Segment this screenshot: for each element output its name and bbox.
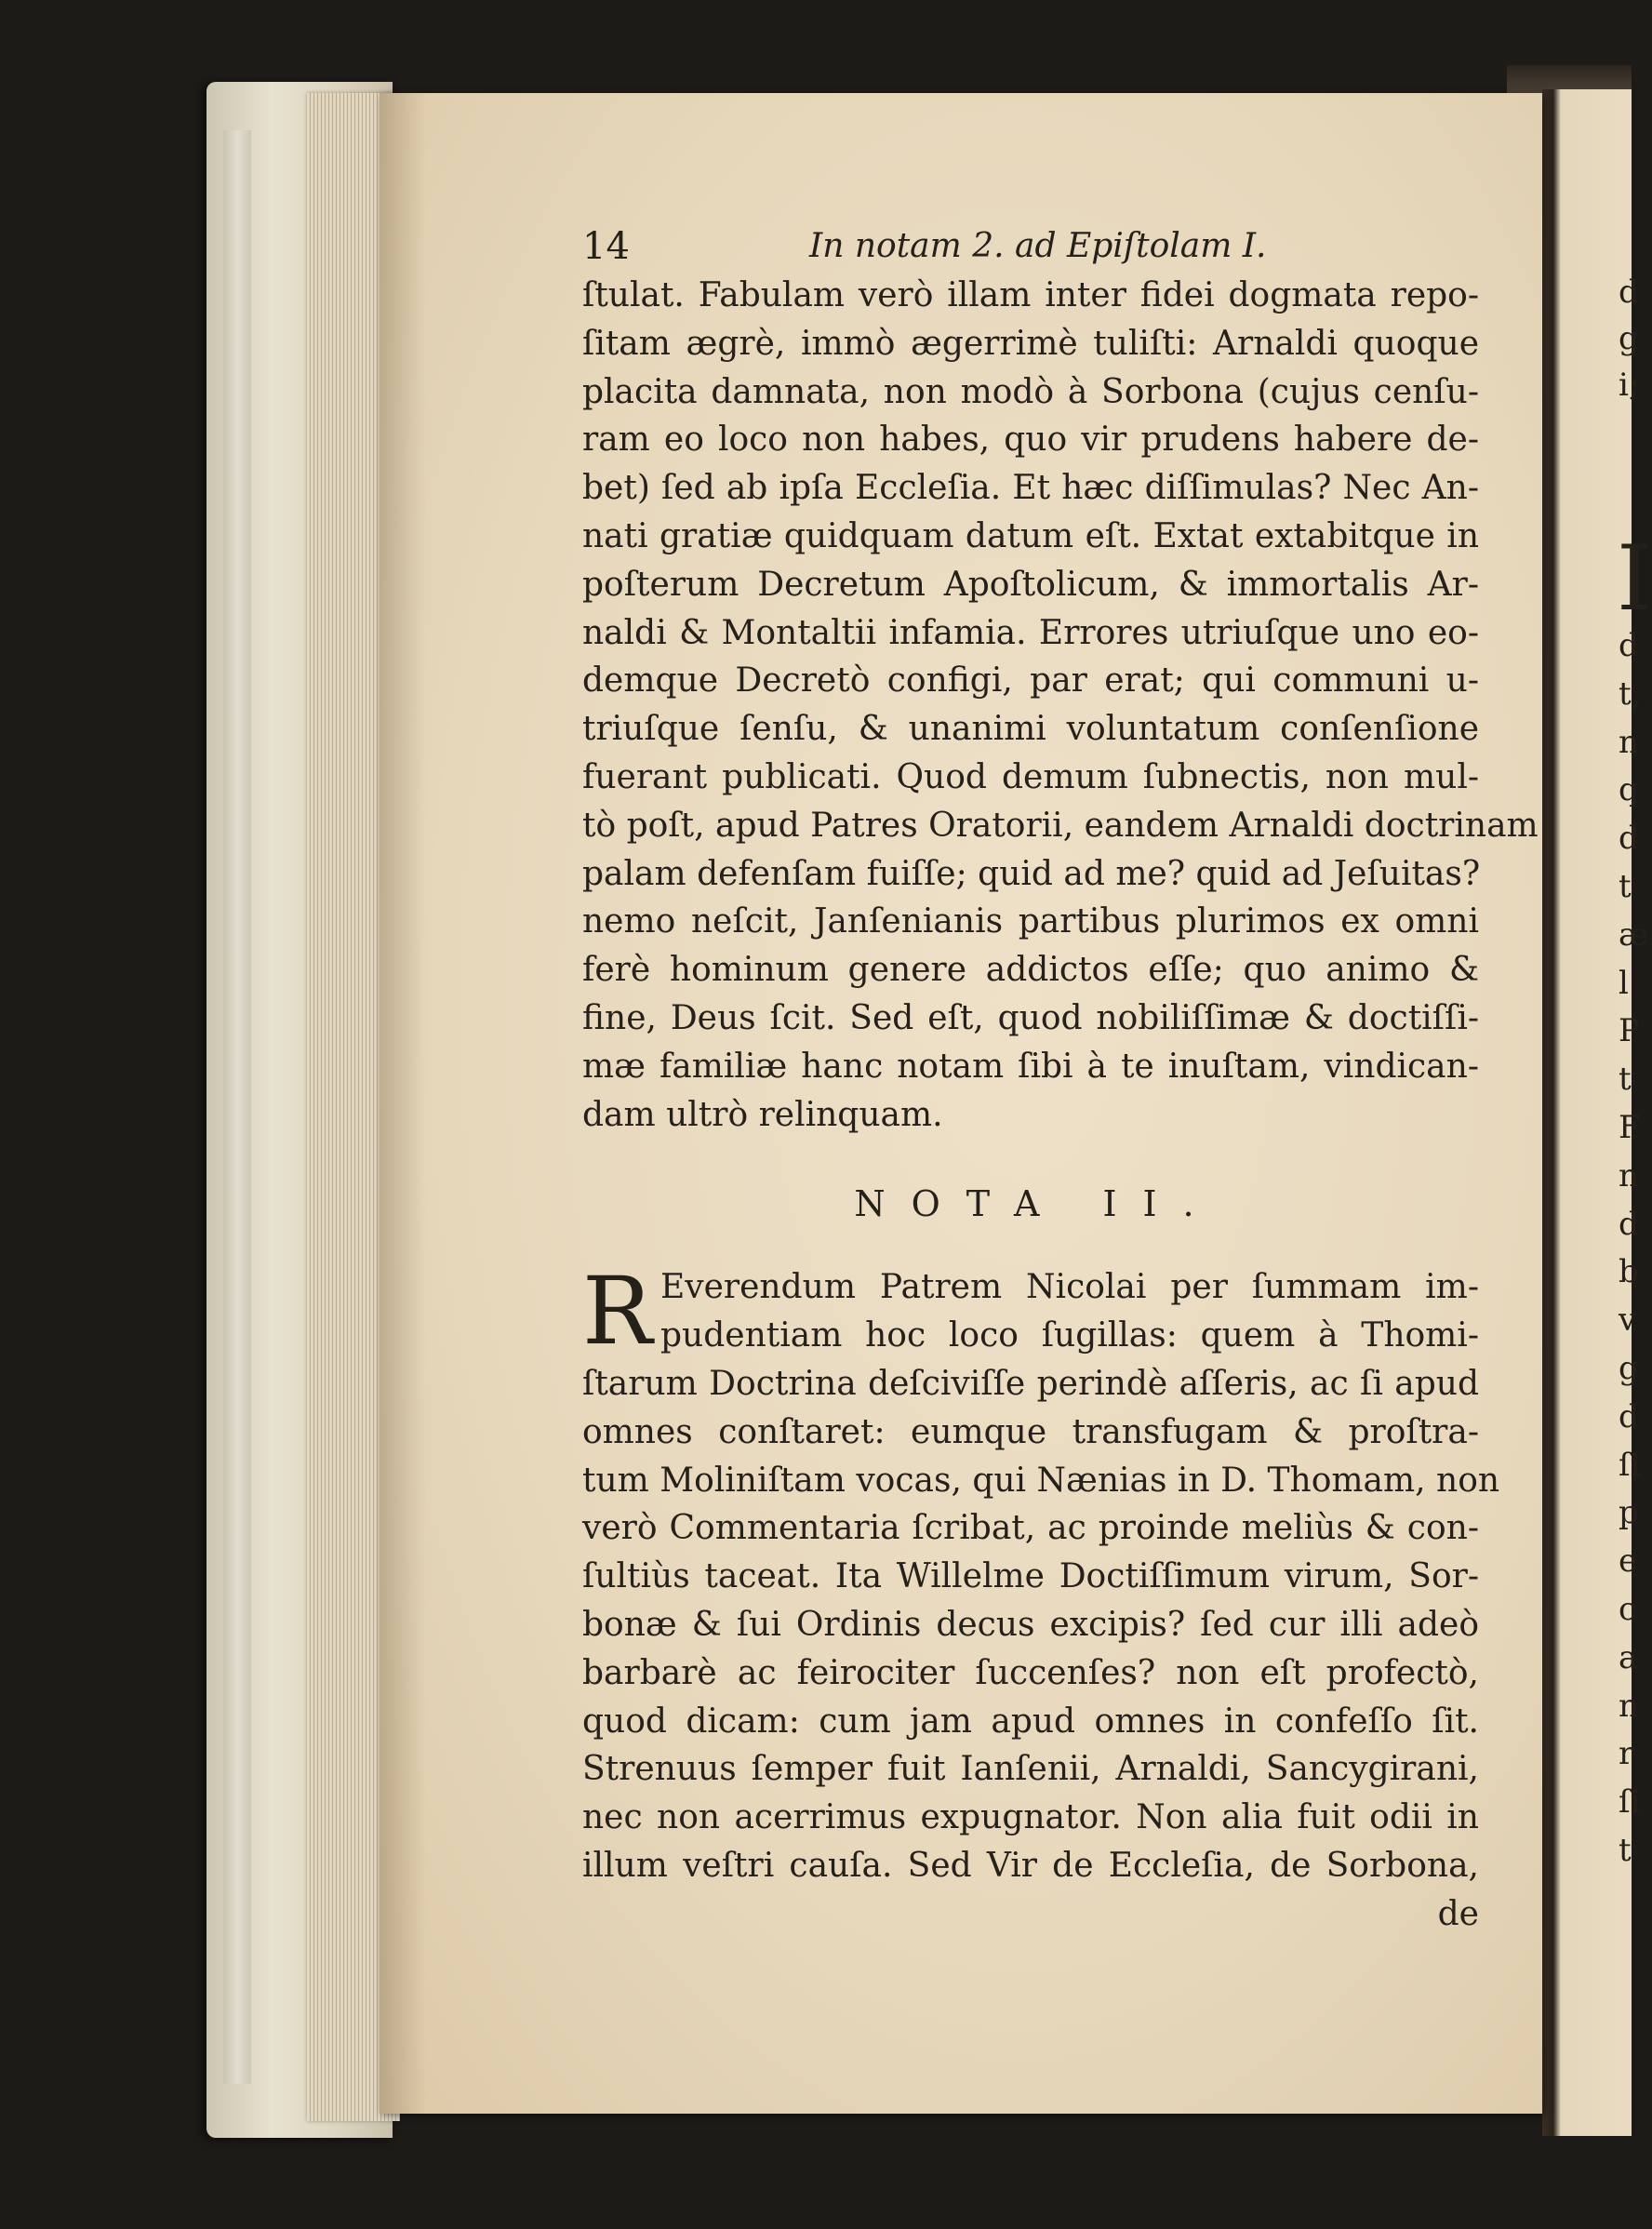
next-page-letter: t — [1619, 868, 1632, 905]
next-page-letter: a — [1619, 1638, 1638, 1676]
next-page-letter: d — [1619, 627, 1639, 664]
next-page-letter: F — [1619, 1109, 1641, 1146]
next-page-letter: g — [1619, 320, 1639, 357]
text-line: ram eo loco non habes, quo vir prudens habere de- — [582, 420, 1479, 460]
text-line: quod dicam: cum jam apud omnes in confeſſo ſit. — [582, 1702, 1479, 1741]
next-page-letter: ſi — [1619, 1783, 1641, 1822]
page-header — [582, 221, 1479, 272]
next-page-letter: p — [1619, 1494, 1639, 1532]
text-line: tum Moliniſtam vocas, qui Nænias in D. Thomam, non — [582, 1461, 1500, 1500]
next-page-letter: t, — [1619, 674, 1642, 713]
text-block — [582, 221, 1539, 1939]
section-heading: NOTA II. — [854, 1183, 1220, 1225]
text-line: ferè hominum genere addictos eſſe; quo animo & — [582, 951, 1479, 990]
text-line: verò Commentaria ſcribat, ac proinde meliùs & con- — [582, 1509, 1479, 1548]
page-number: 14 — [582, 225, 630, 268]
text-line: bet) ſed ab ipſa Eccleſia. Et hæc diſſimulas? Nec An- — [582, 469, 1479, 508]
running-head: In notam 2. ad Epiſtolam I. — [809, 227, 1267, 265]
text-line: placita damnata, non modò à Sorbona (cujus cenſu- — [582, 372, 1479, 411]
text-line: bonæ & ſui Ordinis decus excipis? ſed cur illi adeò — [582, 1605, 1479, 1644]
next-page-letter: P — [1619, 1012, 1640, 1050]
next-page-letter: t — [1619, 1832, 1632, 1869]
cover-fold — [223, 130, 251, 2084]
text-line: ſitam ægrè, immò ægerrimè tuliſti: Arnaldi quoque — [582, 324, 1479, 363]
next-page-letter: n — [1619, 1687, 1639, 1725]
text-line: fuerant publicati. Quod demum ſubnectis, non mul- — [582, 757, 1479, 796]
next-page-letter: n — [1619, 723, 1639, 761]
drop-cap: R — [582, 1257, 653, 1367]
section-paragraph — [582, 1257, 1500, 1889]
next-page-letter: l — [1619, 964, 1629, 1002]
text-line: palam defenſam fuiſſe; quid ad me? quid ad Jeſuitas? — [582, 854, 1481, 893]
next-page-letter: d — [1619, 820, 1639, 858]
text-line: illum veſtri cauſa. Sed Vir de Eccleſia, de Sorbona, — [582, 1846, 1479, 1885]
next-page-letter: e — [1619, 1542, 1638, 1581]
next-page-letter: n — [1619, 1156, 1639, 1195]
next-page-letter: v — [1619, 1301, 1637, 1340]
text-line: nemo neſcit, Janſenianis partibus plurimos ex omni — [582, 902, 1479, 941]
text-line: ſtulat. Fabulam verò illam inter fidei dogmata repo- — [582, 276, 1479, 314]
next-page-letter: g — [1619, 1350, 1639, 1387]
next-page-letter: b — [1619, 1253, 1639, 1291]
next-page-letter: c — [1619, 1591, 1637, 1628]
text-line: ſultiùs taceat. Ita Willelme Doctiſſimum virum, Sor- — [582, 1557, 1479, 1596]
text-line: Everendum Patrem Nicolai per ſummam im- — [660, 1268, 1479, 1307]
text-line: tò poſt, apud Patres Oratorii, eandem Arnaldi doctrinam — [582, 806, 1539, 845]
gutter-shadow — [380, 93, 426, 2114]
next-page-initial: I — [1617, 527, 1652, 631]
next-page-letter: i; — [1619, 367, 1640, 404]
next-page-letter: t — [1619, 1061, 1632, 1099]
text-line: barbarè ac feirociter ſuccenſes? non eſt profectò, — [582, 1653, 1479, 1692]
text-line: naldi & Montaltii infamia. Errores utriuſque uno eo- — [582, 613, 1479, 652]
text-line: ſtarum Doctrina deſciviſſe perindè aſſeris, ac ſi apud — [582, 1364, 1479, 1403]
text-line: mæ familiæ hanc notam ſibi à te inuſtam, vindican- — [582, 1047, 1479, 1086]
text-line: triuſque ſenſu, & unanimi voluntatum conſenſione — [582, 710, 1479, 749]
text-line: nec non acerrimus expugnator. Non alia fuit odii in — [582, 1798, 1479, 1837]
text-line: pudentiam hoc loco ſugillas: quem à Thomi- — [660, 1316, 1479, 1355]
catchword: de — [1437, 1894, 1479, 1933]
next-page-letter: q — [1619, 771, 1639, 809]
next-page-letter: ſi — [1619, 1446, 1641, 1484]
next-page-letter: d — [1619, 274, 1639, 311]
text-line: demque Decretò configi, par erat; qui communi u- — [582, 661, 1479, 701]
text-line: Strenuus ſemper fuit Ianſenii, Arnaldi, Sancygirani, — [582, 1750, 1479, 1789]
text-line: dam ultrò relinquam. — [582, 1095, 943, 1134]
next-page-letter: r — [1619, 1735, 1634, 1773]
text-line: nati gratiæ quidquam datum eſt. Extat extabitque in — [582, 516, 1479, 555]
next-page-letter: d — [1619, 1397, 1639, 1435]
body-paragraph — [582, 272, 1539, 1139]
next-page-letter: æ — [1619, 915, 1648, 954]
text-line: omnes conſtaret: eumque transfugam & proſtra- — [582, 1412, 1479, 1451]
text-line: poſterum Decretum Apoſtolicum, & immortalis Ar- — [582, 565, 1479, 604]
text-line: fine, Deus ſcit. Sed eſt, quod nobiliſſimæ & doctiſſi- — [582, 998, 1479, 1037]
next-page-letter: d — [1619, 1205, 1639, 1243]
